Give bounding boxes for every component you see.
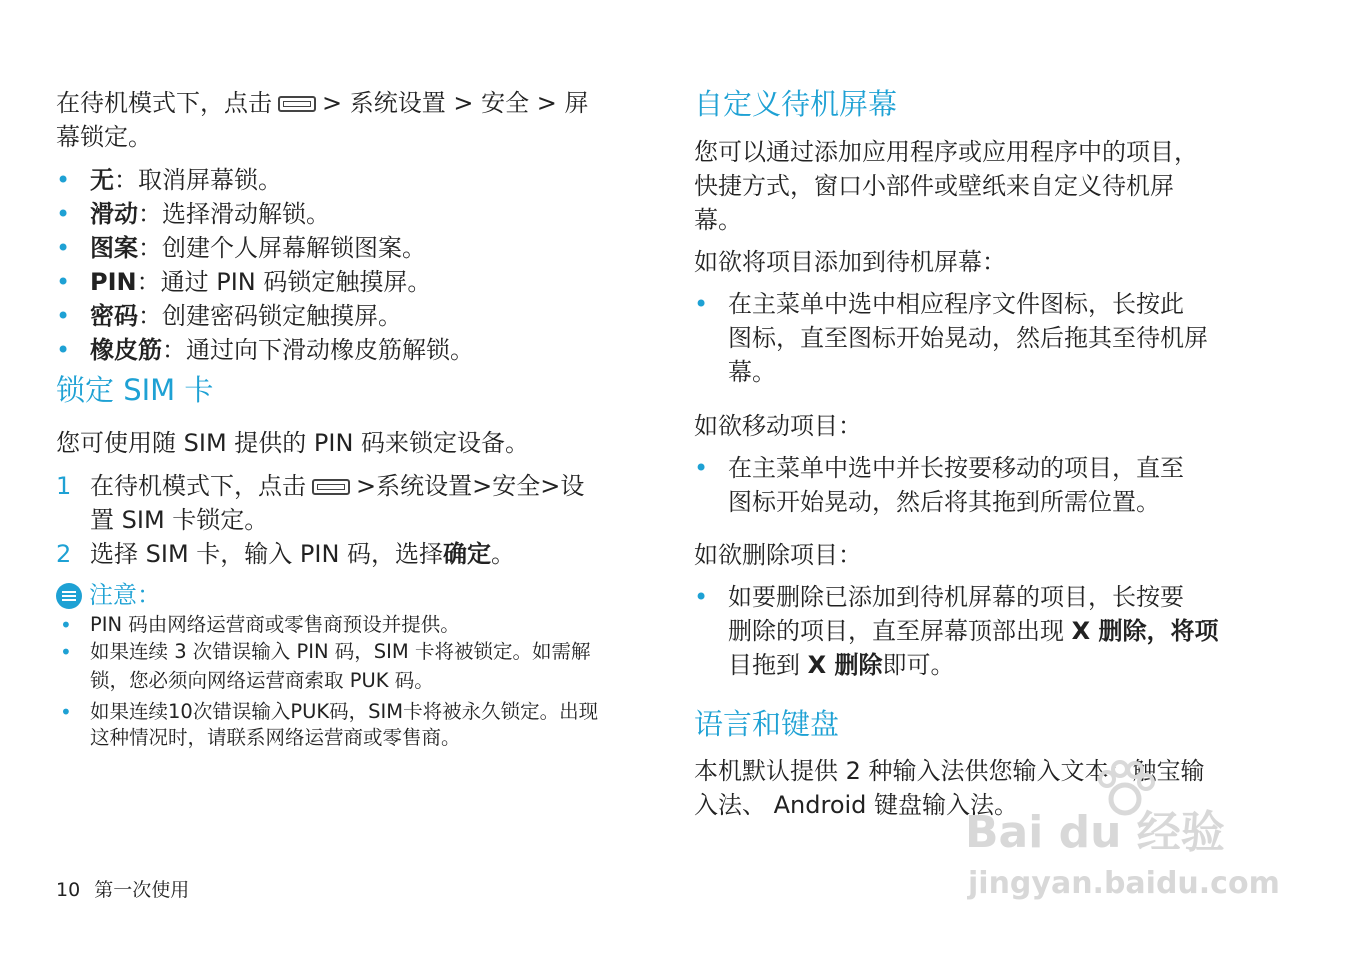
paragraph-line: 本机默认提供 2 种输入法供您输入文本：触宝输 bbox=[694, 757, 1205, 785]
section-heading-sim: 锁定 SIM 卡 bbox=[56, 373, 214, 407]
step-number: 1 bbox=[56, 472, 72, 500]
delete-label: 如欲删除项目： bbox=[694, 541, 862, 569]
note-line: 这种情况时，请联系网络运营商或零售商。 bbox=[90, 726, 461, 749]
paragraph-line: 幕。 bbox=[694, 206, 742, 234]
bullet-dot: • bbox=[694, 290, 709, 318]
menu-key-icon bbox=[312, 479, 350, 495]
bullet-dot: • bbox=[694, 454, 709, 482]
bullet-line: 图标，直至图标开始晃动，然后拖其至待机屏 bbox=[728, 324, 1208, 352]
security-text: 安全 bbox=[481, 89, 530, 117]
note-icon bbox=[56, 583, 82, 609]
menu-key-icon bbox=[278, 96, 316, 112]
bullet-dot: • bbox=[56, 302, 71, 330]
arrow-text: > bbox=[322, 89, 343, 117]
bullet-dot: • bbox=[60, 613, 72, 637]
bullet-line: 删除的项目，直至屏幕顶部出现 X 删除，将项 bbox=[728, 617, 1219, 645]
list-item: 滑动：选择滑动解锁。 bbox=[90, 200, 330, 228]
screen-text: 屏 bbox=[564, 89, 589, 117]
note-line: 锁，您必须向网络运营商索取 PUK 码。 bbox=[90, 669, 434, 692]
bullet-dot: • bbox=[56, 234, 71, 262]
sim-intro: 您可使用随 SIM 提供的 PIN 码来锁定设备。 bbox=[56, 429, 530, 457]
paragraph-line: 入法、 Android 键盘输入法。 bbox=[694, 791, 1019, 819]
watermark-logo: Bai du 经验 bbox=[965, 807, 1225, 858]
bullet-line: 在主菜单中选中并长按要移动的项目，直至 bbox=[728, 454, 1184, 482]
bullet-line: 在主菜单中选中相应程序文件图标，长按此 bbox=[728, 290, 1184, 318]
bullet-dot: • bbox=[56, 200, 71, 228]
watermark-url: jingyan.baidu.com bbox=[968, 866, 1280, 901]
list-item: 无：取消屏幕锁。 bbox=[90, 166, 282, 194]
bullet-dot: • bbox=[56, 336, 71, 364]
arrow-text: > bbox=[453, 89, 474, 117]
paragraph-line: 快捷方式，窗口小部件或壁纸来自定义待机屏 bbox=[694, 172, 1174, 200]
note-line: 如果连续 3 次错误输入 PIN 码，SIM 卡将被锁定。如需解 bbox=[90, 640, 591, 663]
paragraph-line: 您可以通过添加应用程序或应用程序中的项目， bbox=[694, 138, 1198, 166]
bullet-dot: • bbox=[56, 166, 71, 194]
bullet-dot: • bbox=[60, 700, 72, 724]
intro-text: 在待机模式下，点击 bbox=[56, 89, 272, 117]
arrow-text: > bbox=[536, 89, 557, 117]
bullet-line: 图标开始晃动，然后将其拖到所需位置。 bbox=[728, 488, 1160, 516]
step-1-line-1: 在待机模式下，点击 >系统设置>安全>设 bbox=[90, 472, 585, 500]
bullet-line: 目拖到 X 删除即可。 bbox=[728, 651, 955, 679]
step-1-line-2: 置 SIM 卡锁定。 bbox=[90, 506, 269, 534]
page-number: 10 bbox=[56, 879, 81, 901]
system-settings-text: 系统设置 bbox=[349, 89, 446, 117]
list-item: PIN：通过 PIN 码锁定触摸屏。 bbox=[90, 268, 432, 296]
note-line: 如果连续10次错误输入PUK码，SIM卡将被永久锁定。出现 bbox=[90, 700, 599, 723]
step-number: 2 bbox=[56, 540, 72, 568]
list-item: 图案：创建个人屏幕解锁图案。 bbox=[90, 234, 426, 262]
bullet-dot: • bbox=[694, 583, 709, 611]
step-2-line-1: 选择 SIM 卡，输入 PIN 码，选择确定。 bbox=[90, 540, 516, 568]
section-name: 第一次使用 bbox=[94, 879, 190, 901]
bullet-dot: • bbox=[56, 268, 71, 296]
note-label: 注意： bbox=[89, 581, 161, 609]
intro-line-2: 幕锁定。 bbox=[56, 123, 152, 151]
intro-line-1 bbox=[56, 86, 589, 120]
note-line: PIN 码由网络运营商或零售商预设并提供。 bbox=[90, 613, 460, 636]
bullet-dot: • bbox=[60, 640, 72, 664]
section-heading-language: 语言和键盘 bbox=[694, 707, 840, 741]
add-label: 如欲将项目添加到待机屏幕： bbox=[694, 248, 1006, 276]
list-item: 橡皮筋：通过向下滑动橡皮筋解锁。 bbox=[90, 336, 474, 364]
bullet-line: 如要删除已添加到待机屏幕的项目，长按要 bbox=[728, 583, 1184, 611]
bullet-line: 幕。 bbox=[728, 358, 776, 386]
move-label: 如欲移动项目： bbox=[694, 412, 862, 440]
section-heading-standby: 自定义待机屏幕 bbox=[694, 87, 898, 121]
list-item: 密码：创建密码锁定触摸屏。 bbox=[90, 302, 402, 330]
page-footer bbox=[56, 878, 189, 902]
